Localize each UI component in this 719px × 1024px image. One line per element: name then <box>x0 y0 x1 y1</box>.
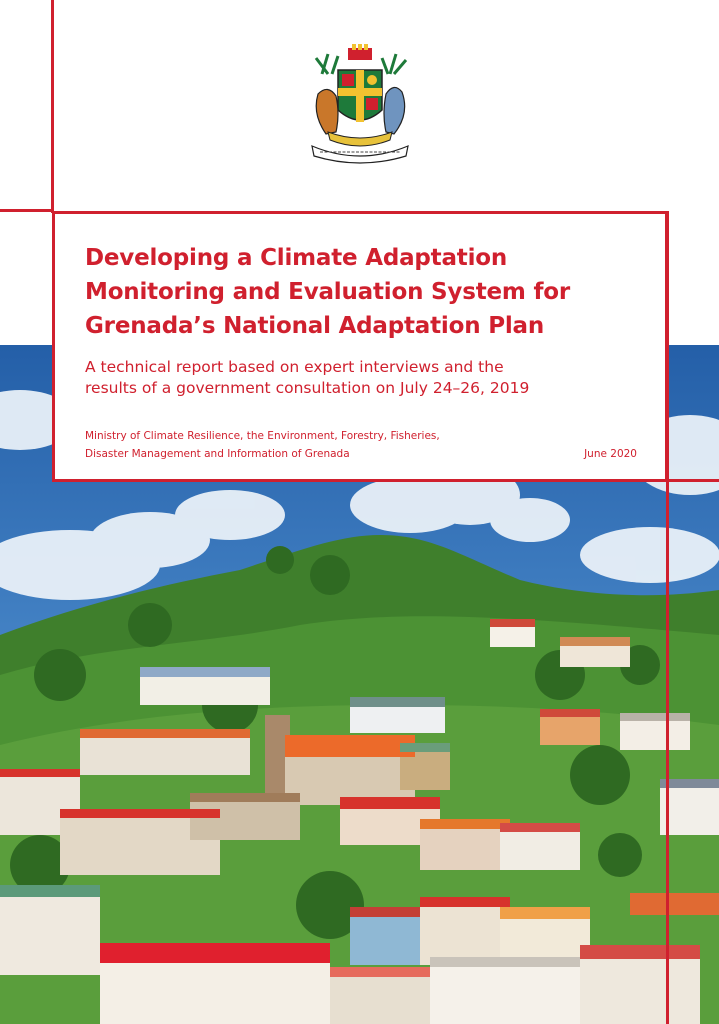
report-title <box>85 241 665 343</box>
ministry-name-line: Ministry of Climate Resilience, the Environment, Forestry, Fisheries, <box>85 430 440 442</box>
report-subtitle <box>85 357 655 399</box>
coat-of-arms-icon <box>298 44 422 168</box>
publication-date: June 2020 <box>584 448 637 460</box>
frame-line-right-horizontal <box>666 479 719 482</box>
report-subtitle-line: results of a government consultation on July 24–26, 2019 <box>85 379 530 397</box>
ministry-name-line: Disaster Management and Information of Grenada <box>85 448 350 460</box>
frame-line-left-horizontal <box>0 209 54 212</box>
frame-line-left-top <box>51 0 54 213</box>
title-panel <box>52 211 668 482</box>
report-title-line: Developing a Climate Adaptation <box>85 245 508 271</box>
report-title-line: Grenada’s National Adaptation Plan <box>85 313 545 339</box>
ministry-name <box>85 427 505 463</box>
report-title-line: Monitoring and Evaluation System for <box>85 279 571 305</box>
report-subtitle-line: A technical report based on expert interviews and the <box>85 358 504 376</box>
